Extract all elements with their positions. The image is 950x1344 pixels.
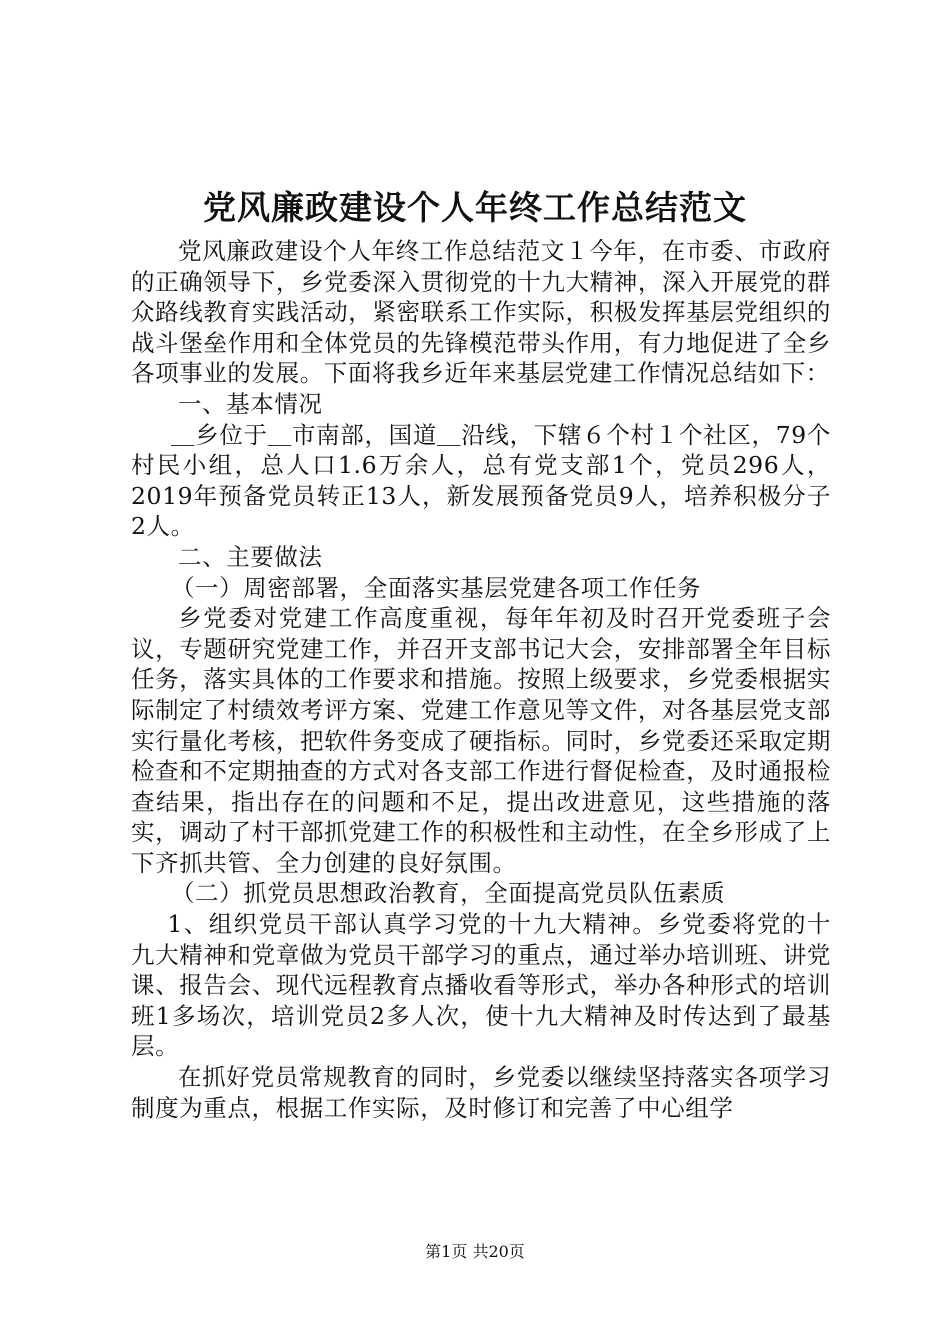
paragraph-intro: 党风廉政建设个人年终工作总结范文１今年，在市委、市政府的正确领导下，乡党委深入贯彻党的十九大精神，深入开展党的群众路线教育实践活动，紧密联系工作实际，积极发挥基层党组织的战斗堡垒作用和全体党员的先锋模范带头作用，有力地促进了全乡各项事业的发展。下面将我乡近年来基层党建工作情况总结如下： xyxy=(131,237,831,388)
subheading-deployment: （一）周密部署，全面落实基层党建各项工作任务 xyxy=(170,573,702,602)
document-title: 党风廉政建设个人年终工作总结范文 xyxy=(203,188,747,227)
document-body xyxy=(131,236,831,1123)
heading-main-practices: 二、主要做法 xyxy=(178,542,323,571)
paragraph-study: 1、组织党员干部认真学习党的十九大精神。乡党委将党的十九大精神和党章做为党员干部学习的重点，通过举办培训班、讲党课、报告会、现代远程教育点播收看等形式，举办各种形式的培训班1多场次，培训党员2多人次，使十九大精神及时传达到了最基层。 xyxy=(131,910,831,1061)
page-number: 第1页 共20页 xyxy=(425,1242,525,1261)
paragraph-deployment: 乡党委对党建工作高度重视，每年年初及时召开党委班子会议，专题研究党建工作，并召开支部书记大会，安排部署全年目标任务，落实具体的工作要求和措施。按照上级要求，乡党委根据实际制定了村绩效考评方案、党建工作意见等文件，对各基层党支部实行量化考核，把软件务变成了硬指标。同时，乡党委还采取定期检查和不定期抽查的方式对各支部工作进行督促检查，及时通报检查结果，指出存在的问题和不足，提出改进意见，这些措施的落实，调动了村干部抓党建工作的积极性和主动性，在全乡形成了上下齐抓共管、全力创建的良好氛围。 xyxy=(131,604,831,877)
heading-basic-situation: 一、基本情况 xyxy=(178,389,323,418)
subheading-education: （二）抓党员思想政治教育，全面提高党员队伍素质 xyxy=(170,879,726,908)
paragraph-regular-education: 在抓好党员常规教育的同时，乡党委以继续坚持落实各项学习制度为重点，根据工作实际，及时修订和完善了中心组学 xyxy=(131,1063,831,1122)
paragraph-basic-situation: ＿乡位于＿市南部，国道＿沿线，下辖６个村１个社区，79个村民小组，总人口1.6万余人，总有党支部1个，党员296人，2019年预备党员转正13人，新发展预备党员9人，培养积极分子2人。 xyxy=(131,420,831,541)
